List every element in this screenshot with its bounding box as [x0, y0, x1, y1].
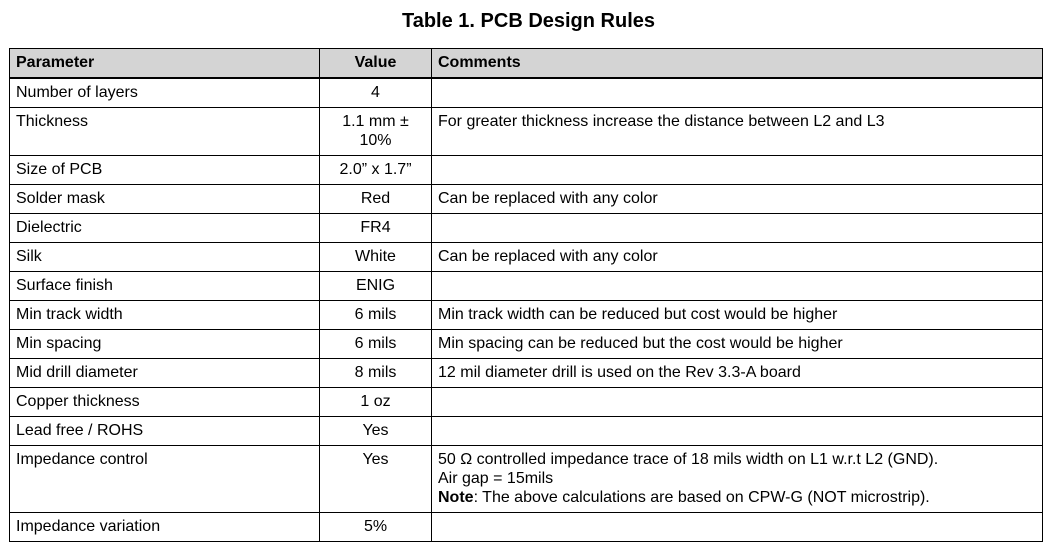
comment-cell: For greater thickness increase the distance between L2 and L3: [432, 108, 1043, 156]
comment-cell: Can be replaced with any color: [432, 185, 1043, 214]
parameter-cell: Impedance variation: [10, 513, 320, 542]
comment-line: 50 Ω controlled impedance trace of 18 mils width on L1 w.r.t L2 (GND).: [438, 451, 939, 468]
note-label: Note: [438, 489, 474, 506]
value-cell: FR4: [320, 214, 432, 243]
parameter-cell: Min track width: [10, 301, 320, 330]
header-comments: Comments: [432, 49, 1043, 79]
value-cell: [320, 108, 432, 156]
value-cell: 6 mils: [320, 301, 432, 330]
note-text: : The above calculations are based on CPW-G (NOT microstrip).: [473, 489, 930, 506]
table-row: [10, 78, 1043, 108]
value-cell: 8 mils: [320, 359, 432, 388]
table-row: [10, 388, 1043, 417]
value-line: 10%: [359, 132, 392, 149]
comment-cell: [432, 513, 1043, 542]
comment-cell: [432, 214, 1043, 243]
parameter-cell: Surface finish: [10, 272, 320, 301]
value-cell: Yes: [320, 446, 432, 513]
parameter-cell: Thickness: [10, 108, 320, 156]
value-cell: Yes: [320, 417, 432, 446]
header-value: Value: [320, 49, 432, 79]
parameter-cell: Number of layers: [10, 78, 320, 108]
parameter-cell: Dielectric: [10, 214, 320, 243]
table-header-row: [10, 49, 1043, 79]
value-cell: 5%: [320, 513, 432, 542]
table-row: [10, 243, 1043, 272]
value-cell: 4: [320, 78, 432, 108]
comment-cell: [432, 388, 1043, 417]
header-parameter: Parameter: [10, 49, 320, 79]
table-row: [10, 359, 1043, 388]
table-caption: Table 1. PCB Design Rules: [401, 10, 656, 32]
table-row: [10, 214, 1043, 243]
comment-cell: [432, 156, 1043, 185]
comment-cell: [432, 446, 1043, 513]
table-row: [10, 301, 1043, 330]
pcb-design-rules-table: [9, 48, 1043, 542]
table-row: [10, 513, 1043, 542]
value-cell: Red: [320, 185, 432, 214]
parameter-cell: Impedance control: [10, 446, 320, 513]
comment-cell: [432, 78, 1043, 108]
comment-cell: [432, 417, 1043, 446]
table-row: [10, 330, 1043, 359]
parameter-cell: Size of PCB: [10, 156, 320, 185]
parameter-cell: Lead free / ROHS: [10, 417, 320, 446]
value-cell: ENIG: [320, 272, 432, 301]
value-cell: 2.0” x 1.7”: [320, 156, 432, 185]
table-row: [10, 417, 1043, 446]
table-row: [10, 185, 1043, 214]
comment-line: Air gap = 15mils: [438, 470, 554, 487]
comment-cell: [432, 272, 1043, 301]
parameter-cell: Min spacing: [10, 330, 320, 359]
parameter-cell: Mid drill diameter: [10, 359, 320, 388]
comment-cell: 12 mil diameter drill is used on the Rev 3.3-A board: [432, 359, 1043, 388]
value-cell: White: [320, 243, 432, 272]
comment-cell: Can be replaced with any color: [432, 243, 1043, 272]
value-cell: 6 mils: [320, 330, 432, 359]
table-row: [10, 156, 1043, 185]
parameter-cell: Silk: [10, 243, 320, 272]
parameter-cell: Solder mask: [10, 185, 320, 214]
value-cell: 1 oz: [320, 388, 432, 417]
parameter-cell: Copper thickness: [10, 388, 320, 417]
value-line: 1.1 mm ±: [342, 113, 409, 130]
comment-cell: Min track width can be reduced but cost would be higher: [432, 301, 1043, 330]
table-row: [10, 446, 1043, 513]
comment-cell: Min spacing can be reduced but the cost would be higher: [432, 330, 1043, 359]
note-line: [438, 488, 1036, 507]
table-row: [10, 108, 1043, 156]
table-row: [10, 272, 1043, 301]
